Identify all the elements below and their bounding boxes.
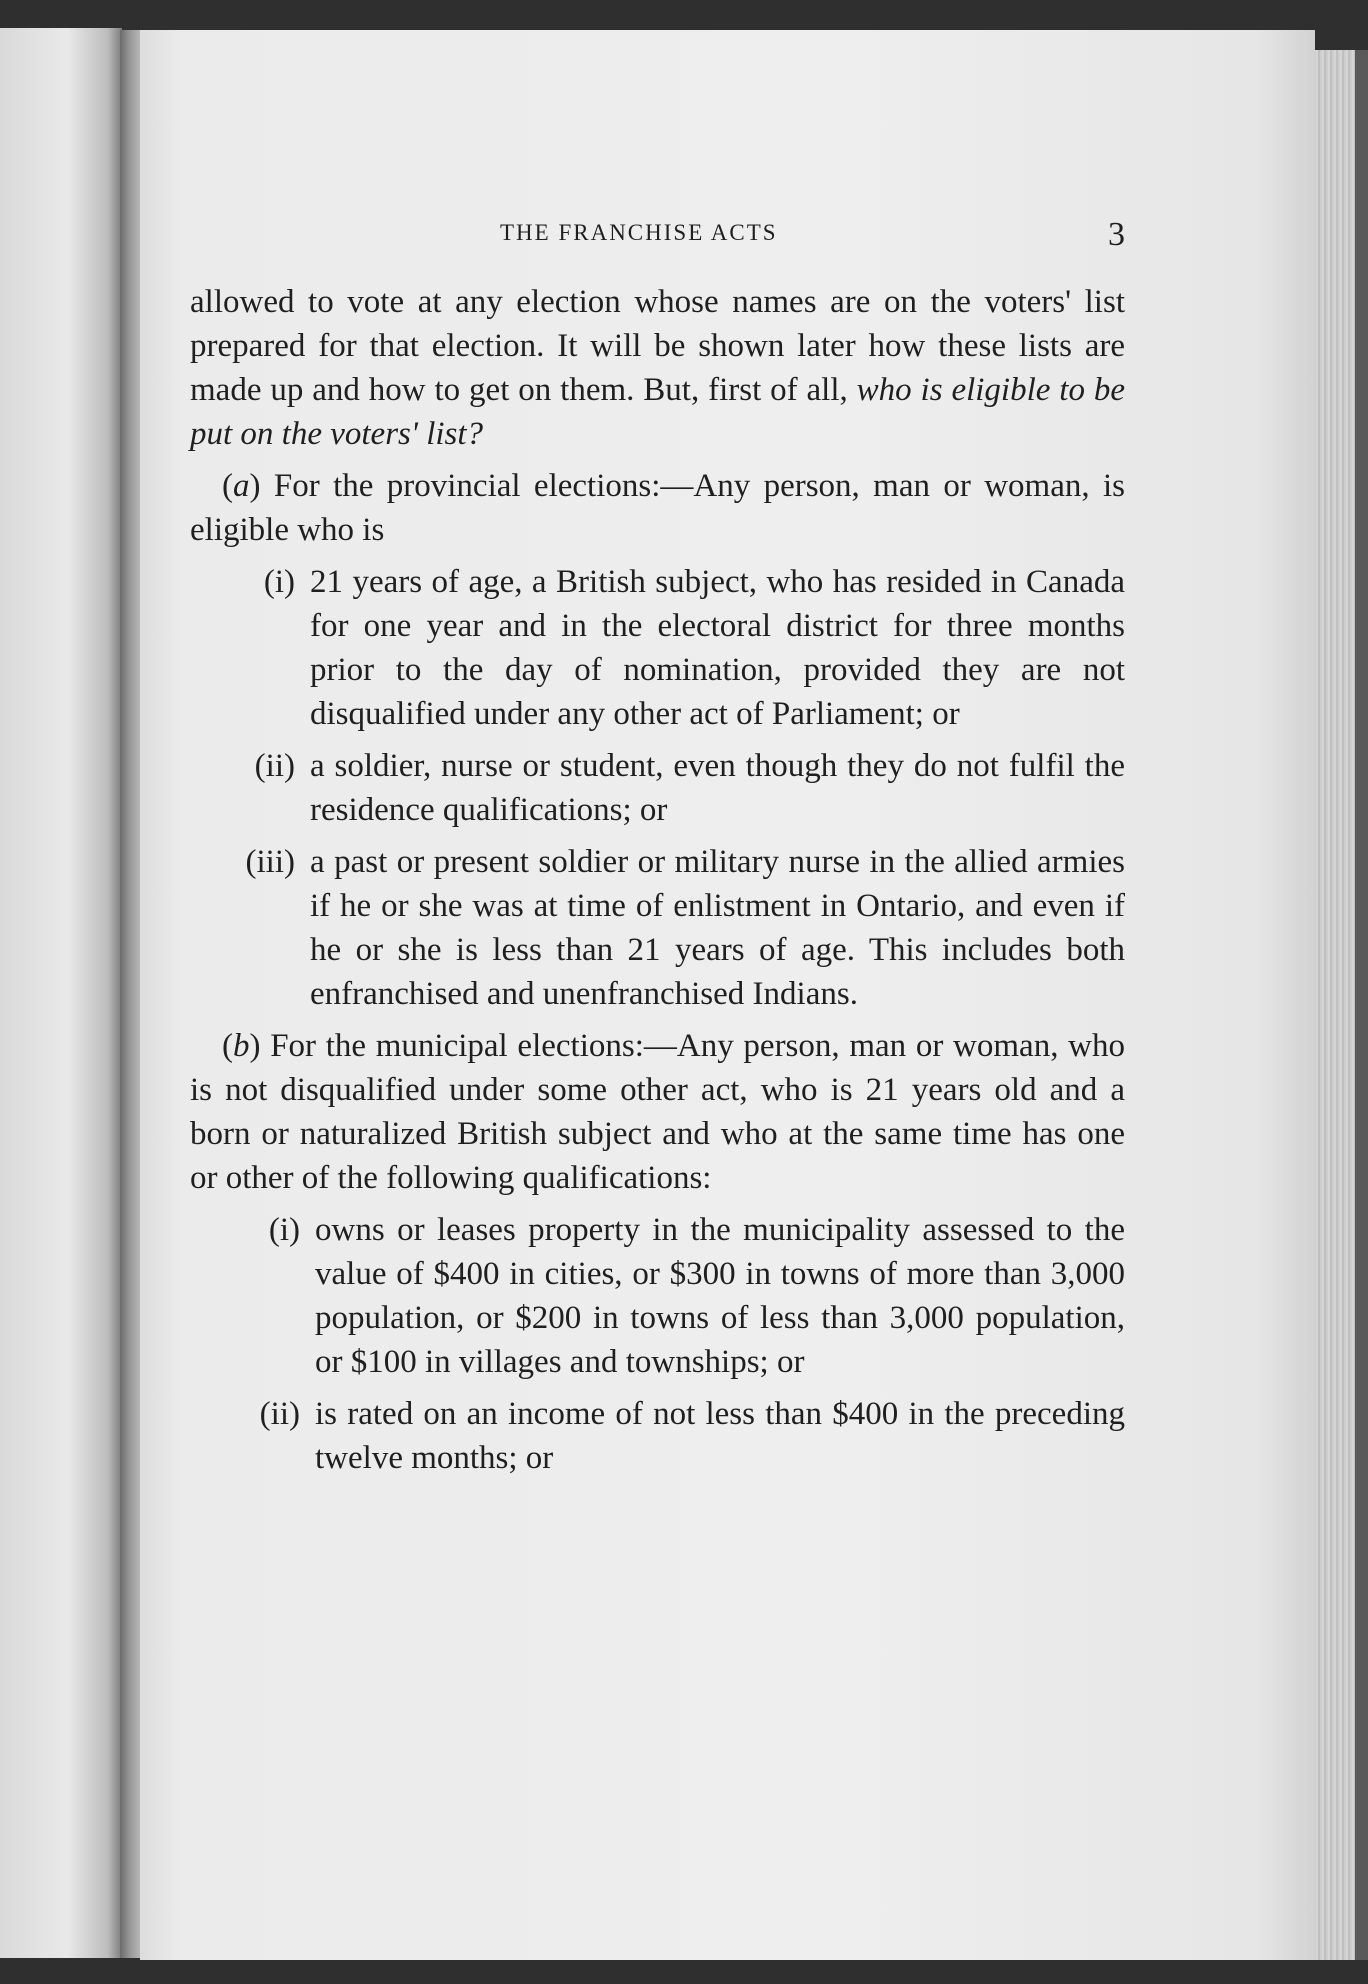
section-b-paragraph: (b) For the municipal elections:—Any person, man or woman, who is not disqualified under some other act, who is 21 years old and a born or naturalized British subject and who at the same time has one or other of the following qualifications: [190,1028,1125,1196]
section-a-item-iii [190,840,1125,1016]
running-head [190,216,1125,280]
intro-question: who is eligible to be put on the voters' list? [190,372,1125,452]
running-title: THE FRANCHISE ACTS [500,220,778,245]
book-cover-edge [1355,50,1368,1960]
section-a-item-ii [190,744,1125,832]
item-text: 21 years of age, a British subject, who has resided in Canada for one year and in the electoral district for three months prior to the day of nomination, provided they are not disqualified under any other act of Parliament; or [310,564,1125,732]
item-number: (i) [263,564,295,600]
section-b-item-i [190,1208,1125,1384]
section-b-item-ii [190,1392,1125,1480]
item-text: a past or present soldier or military nurse in the allied armies if he or she was at time of enlistment in Ontario, and even if he or she is less than 21 years of age. This includes both enfranchised and unenfranchised Indians. [310,844,1125,1012]
page-number: 3 [1108,216,1125,253]
section-a-paragraph: (a) For the provincial elections:—Any person, man or woman, is eligible who is [190,468,1125,548]
section-b-text: For the municipal elections:—Any person, man or woman, who is not disqualified under some other act, who is 21 years old and a born or naturalized British subject and who at the same time has one or other of the following qualifications: [190,1028,1125,1196]
section-a-text: For the provincial elections:—Any person, man or woman, is eligible who is [190,468,1125,548]
item-number: (ii) [259,1396,300,1432]
facing-page-edge [0,28,122,1958]
item-text: is rated on an income of not less than $400 in the preceding twelve months; or [315,1396,1125,1476]
intro-text: allowed to vote at any election whose names are on the voters' list prepared for that election. It will be shown later how these lists are made up and how to get on them. But, first of all, [190,284,1125,408]
page-content [190,216,1125,1488]
item-number: (iii) [245,844,295,880]
intro-paragraph [190,280,1125,456]
item-number: (i) [268,1212,300,1248]
item-text: owns or leases property in the municipality assessed to the value of $400 in cities, or $300 in towns of more than 3,000 population, or $200 in towns of less than 3,000 population, or $100 in villages and townships; or [315,1212,1125,1380]
section-b-marker: b [233,1028,250,1064]
page-stack-edge [1315,50,1355,1960]
section-a-marker: a [233,468,250,504]
section-a-item-i [190,560,1125,736]
item-text: a soldier, nurse or student, even though they do not fulfil the residence qualifications; or [310,748,1125,828]
item-number: (ii) [254,748,295,784]
